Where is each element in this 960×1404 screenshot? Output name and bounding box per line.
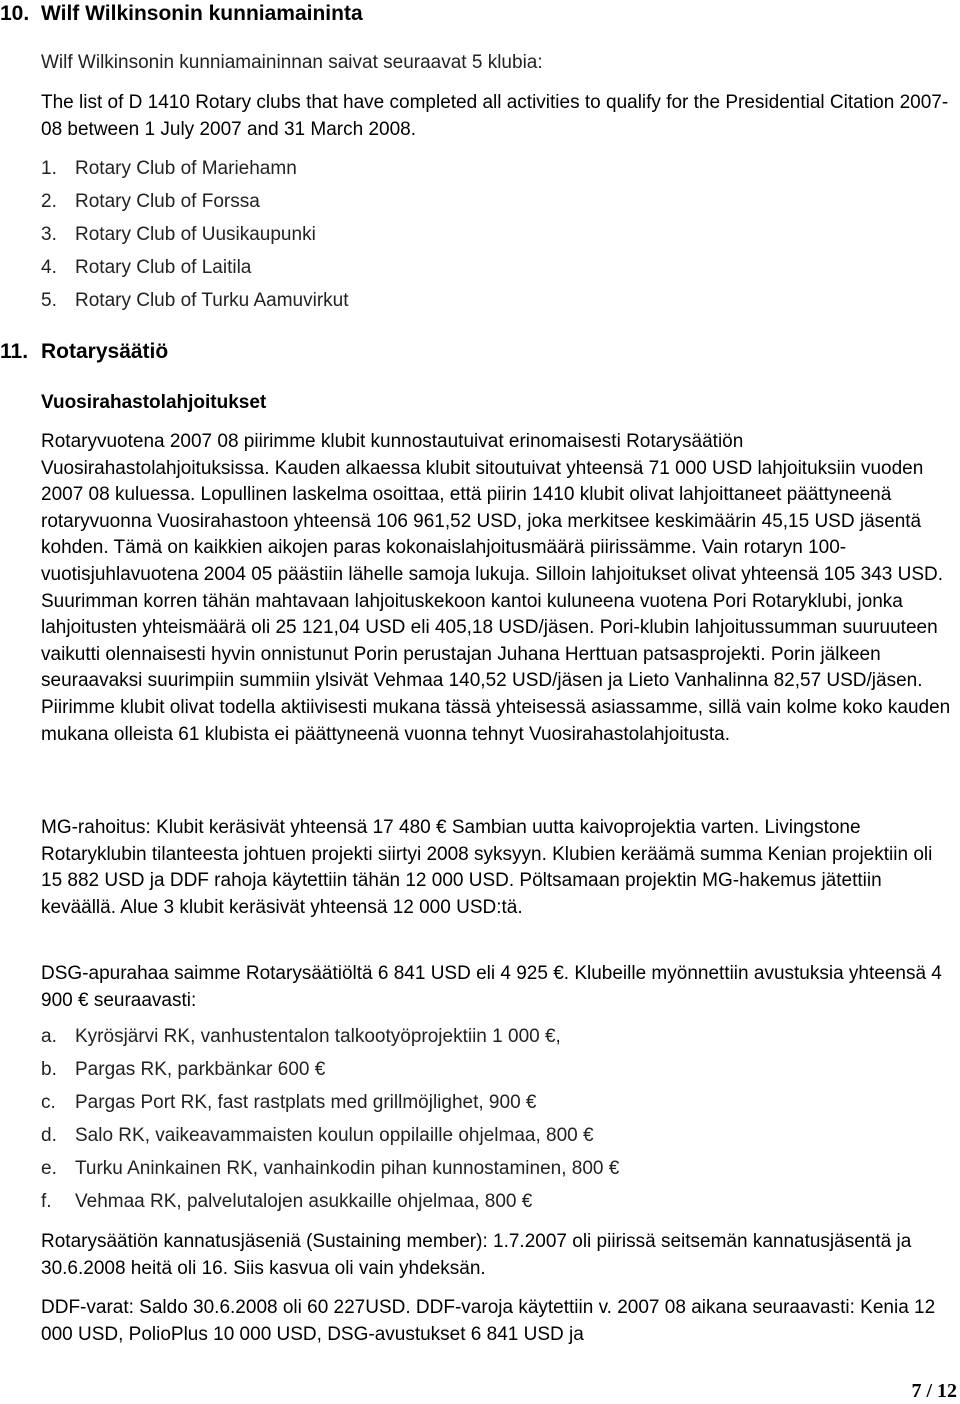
section-11-heading xyxy=(0,340,168,364)
list-item xyxy=(41,255,349,288)
section-title: Rotarysäätiö xyxy=(41,340,169,363)
list-item xyxy=(41,1057,619,1090)
grant-text: Turku Aninkainen RK, vanhainkodin pihan kunnostaminen, 800 € xyxy=(75,1158,620,1179)
section-10-intro: Wilf Wilkinsonin kunniamaininnan saivat seuraavat 5 klubia: xyxy=(41,52,543,73)
club-list xyxy=(41,156,349,321)
list-item xyxy=(41,222,349,255)
list-item xyxy=(41,156,349,189)
list-letter: e. xyxy=(41,1158,57,1179)
grant-list xyxy=(41,1024,619,1222)
paragraph-dsg-grants: DSG-apurahaa saimme Rotarysäätiöltä 6 841 USD eli 4 925 €. Klubeille myönnettiin avustuksia yhteensä 4 900 € seuraavasti: xyxy=(41,963,942,1011)
section-11-subtitle: Vuosirahastolahjoitukset xyxy=(41,392,267,413)
club-name: Rotary Club of Uusikaupunki xyxy=(75,224,316,245)
club-name: Rotary Club of Mariehamn xyxy=(75,158,297,179)
section-number: 10. xyxy=(0,2,30,25)
page-number: 7 / 12 xyxy=(911,1380,957,1402)
club-name: Rotary Club of Laitila xyxy=(75,257,252,278)
list-item xyxy=(41,189,349,222)
list-letter: a. xyxy=(41,1026,57,1047)
paragraph-mg-funding: MG-rahoitus: Klubit keräsivät yhteensä 17 480 € Sambian uutta kaivoprojektia varten. Livingstone Rotaryklubin tilanteesta johtuen projekti siirtyi 2008 syksyyn. Klubien keräämä summa Kenian projektiin oli 15 882 USD ja DDF rahoja käytettiin tähän 12 000 USD. Pöltsamaan projektin MG-hakemus jätettiin keväällä. Alue 3 klubit keräsivät yhteensä 12 000 USD:tä. xyxy=(41,817,933,918)
list-item xyxy=(41,1090,619,1123)
list-letter: b. xyxy=(41,1059,57,1080)
list-letter: d. xyxy=(41,1125,57,1146)
list-item xyxy=(41,288,349,321)
club-name: Rotary Club of Forssa xyxy=(75,191,260,212)
list-item xyxy=(41,1024,619,1057)
list-number: 5. xyxy=(41,290,57,311)
list-letter: f. xyxy=(41,1191,52,1212)
list-number: 1. xyxy=(41,158,57,179)
section-title: Wilf Wilkinsonin kunniamaininta xyxy=(41,2,363,25)
list-letter: c. xyxy=(41,1092,56,1113)
grant-text: Pargas Port RK, fast rastplats med grillmöjlighet, 900 € xyxy=(75,1092,537,1113)
list-item xyxy=(41,1123,619,1156)
paragraph-annual-fund: Rotaryvuotena 2007 08 piirimme klubit kunnostautuivat erinomaisesti Rotarysäätiön Vuosirahastolahjoituksissa. Kauden alkaessa klubit sitoutuivat yhteensä 71 000 USD lahjoituksiin vuoden 2007 08 kuluessa. Lopullinen laskelma osoittaa, että piirin 1410 klubit olivat lahjoittaneet päättyneenä rotaryvuonna Vuosirahastoon yhteensä 106 961,52 USD, joka merkitsee keskimäärin 45,15 USD jäsentä kohden. Tämä on kaikkien aikojen paras kokonaislahjoitusmäärä piirissämme. Vain rotaryn 100-vuotisjuhlavuotena 2004 05 päästiin lähelle samoja lukuja. Silloin lahjoitukset olivat yhteensä 105 343 USD. Suurimman korren tähän mahtavaan lahjoituskekoon kantoi kuluneena vuotena Pori Rotaryklubi, jonka lahjoitusten yhteismäärä oli 25 121,04 USD eli 405,18 USD/jäsen. Pori-klubin lahjoitussumman suuruuteen vaikutti olennaisesti hyvin onnistunut Porin perustajan Juhana Herttuan patsasprojekti. Porin jälkeen seuraavaksi suurimpiin summiin ylsivät Vehmaa 140,52 USD/jäsen ja Lieto Vanhalinna 82,57 USD/jäsen. Piirimme klubit olivat todella aktiivisesti mukana tässä yhteisessä asiassamme, sillä vain kolme koko kauden mukana olleista 61 klubista ei päättyneenä vuonna tehnyt Vuosirahastolahjoitusta. xyxy=(41,431,951,745)
list-item xyxy=(41,1189,619,1222)
list-number: 3. xyxy=(41,224,57,245)
section-10-description: The list of D 1410 Rotary clubs that have completed all activities to qualify for the Presidential Citation 2007-08 between 1 July 2007 and 31 March 2008. xyxy=(41,92,949,140)
grant-text: Salo RK, vaikeavammaisten koulun oppilaille ohjelmaa, 800 € xyxy=(75,1125,594,1146)
list-number: 2. xyxy=(41,191,57,212)
grant-text: Vehmaa RK, palvelutalojen asukkaille ohjelmaa, 800 € xyxy=(75,1191,533,1212)
list-number: 4. xyxy=(41,257,57,278)
grant-text: Kyrösjärvi RK, vanhustentalon talkootyöprojektiin 1 000 €, xyxy=(75,1026,561,1047)
paragraph-sustaining-members: Rotarysäätiön kannatusjäseniä (Sustaining member): 1.7.2007 oli piirissä seitsemän kannatusjäsentä ja 30.6.2008 heitä oli 16. Siis kasvua oli vain yhdeksän. xyxy=(41,1231,912,1279)
section-number: 11. xyxy=(0,340,29,363)
grant-text: Pargas RK, parkbänkar 600 € xyxy=(75,1059,326,1080)
paragraph-ddf-funds: DDF-varat: Saldo 30.6.2008 oli 60 227USD. DDF-varoja käytettiin v. 2007 08 aikana seuraavasti: Kenia 12 000 USD, PolioPlus 10 000 USD, DSG-avustukset 6 841 USD ja xyxy=(41,1297,936,1345)
club-name: Rotary Club of Turku Aamuvirkut xyxy=(75,290,349,311)
section-10-heading xyxy=(0,2,363,26)
list-item xyxy=(41,1156,619,1189)
